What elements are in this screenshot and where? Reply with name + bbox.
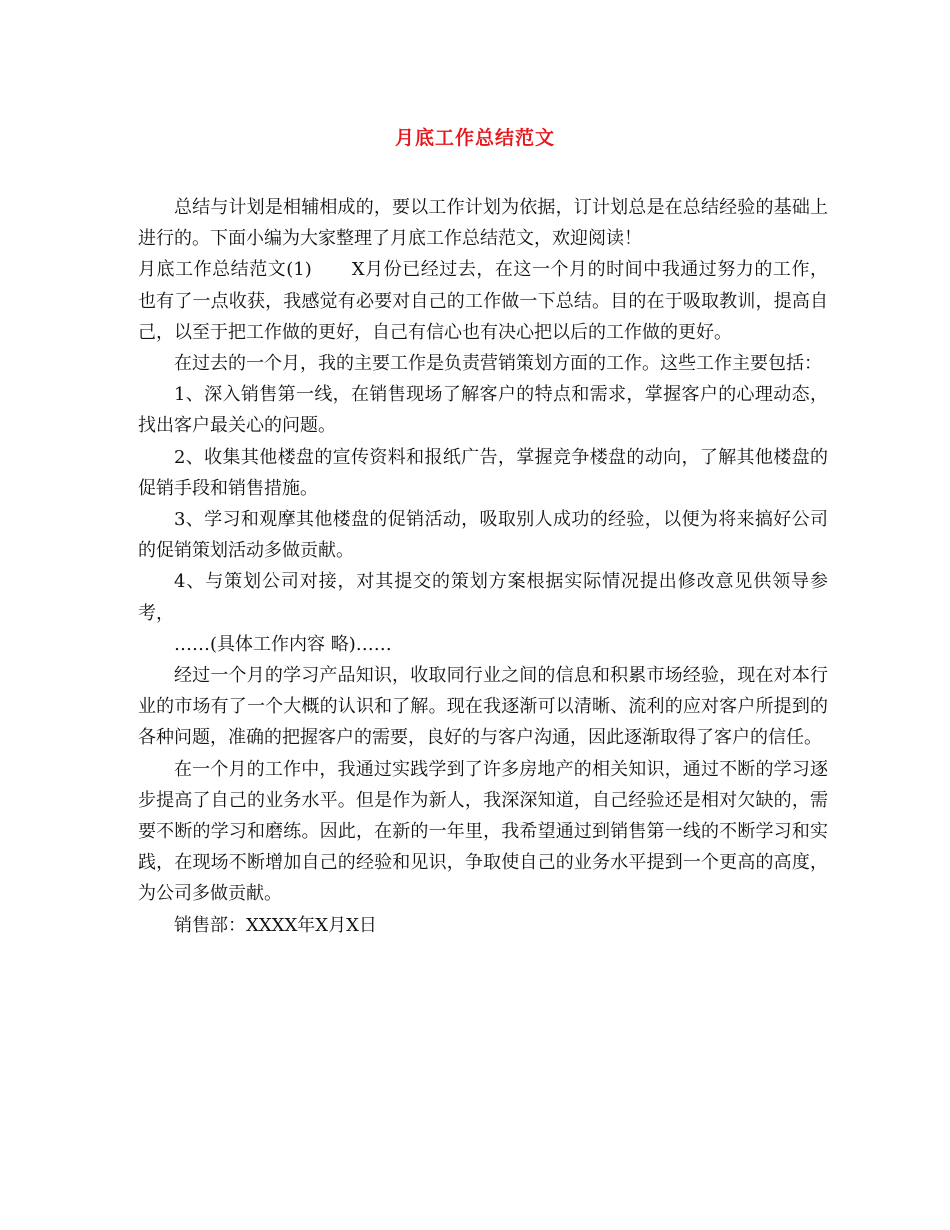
work-item-2: 2、收集其他楼盘的宣传资料和报纸广告，掌握竞争楼盘的动向，了解其他楼盘的促销手段和销售措施。 bbox=[138, 446, 828, 499]
section-first-paragraph bbox=[138, 254, 828, 348]
omitted-details-line: ……(具体工作内容 略)…… bbox=[174, 633, 392, 655]
work-item-4: 4、与策划公司对接，对其提交的策划方案根据实际情况提出修改意见供领导参考， bbox=[138, 571, 828, 624]
section-first-text: X月份已经过去，在这一个月的时间中我通过努力的工作，也有了一点收获，我感觉有必要对自己的工作做一下总结。目的在于吸取教训，提高自己，以至于把工作做的更好，自己有信心也有决心把以后的工作做的更好。 bbox=[138, 259, 829, 343]
work-item-3: 3、学习和观摩其他楼盘的促销活动，吸取别人成功的经验，以便为将来搞好公司的促销策划活动多做贡献。 bbox=[138, 509, 828, 562]
signature-line: 销售部：XXXX年X月X日 bbox=[174, 914, 377, 936]
document-body bbox=[138, 192, 828, 941]
section-heading: 月底工作总结范文(1) bbox=[138, 259, 312, 281]
work-overview-paragraph: 在过去的一个月，我的主要工作是负责营销策划方面的工作。这些工作主要包括： bbox=[174, 353, 822, 375]
document-title: 月底工作总结范文 bbox=[394, 127, 555, 149]
learning-paragraph: 经过一个月的学习产品知识，收取同行业之间的信息和积累市场经验，现在对本行业的市场有了一个大概的认识和了解。现在我逐渐可以清晰、流利的应对客户所提到的各种问题，准确的把握客户的需要，良好的与客户沟通，因此逐渐取得了客户的信任。 bbox=[138, 665, 828, 749]
work-item-1: 1、深入销售第一线，在销售现场了解客户的特点和需求，掌握客户的心理动态，找出客户最关心的问题。 bbox=[138, 384, 828, 437]
intro-paragraph: 总结与计划是相辅相成的，要以工作计划为依据，订计划总是在总结经验的基础上进行的。下面小编为大家整理了月底工作总结范文，欢迎阅读！ bbox=[138, 197, 828, 250]
practice-paragraph: 在一个月的工作中，我通过实践学到了许多房地产的相关知识，通过不断的学习逐步提高了自己的业务水平。但是作为新人，我深深知道，自己经验还是相对欠缺的，需要不断的学习和磨练。因此，在新的一年里，我希望通过到销售第一线的不断学习和实践，在现场不断增加自己的经验和见识，争取使自己的业务水平提到一个更高的高度，为公司多做贡献。 bbox=[138, 758, 828, 905]
